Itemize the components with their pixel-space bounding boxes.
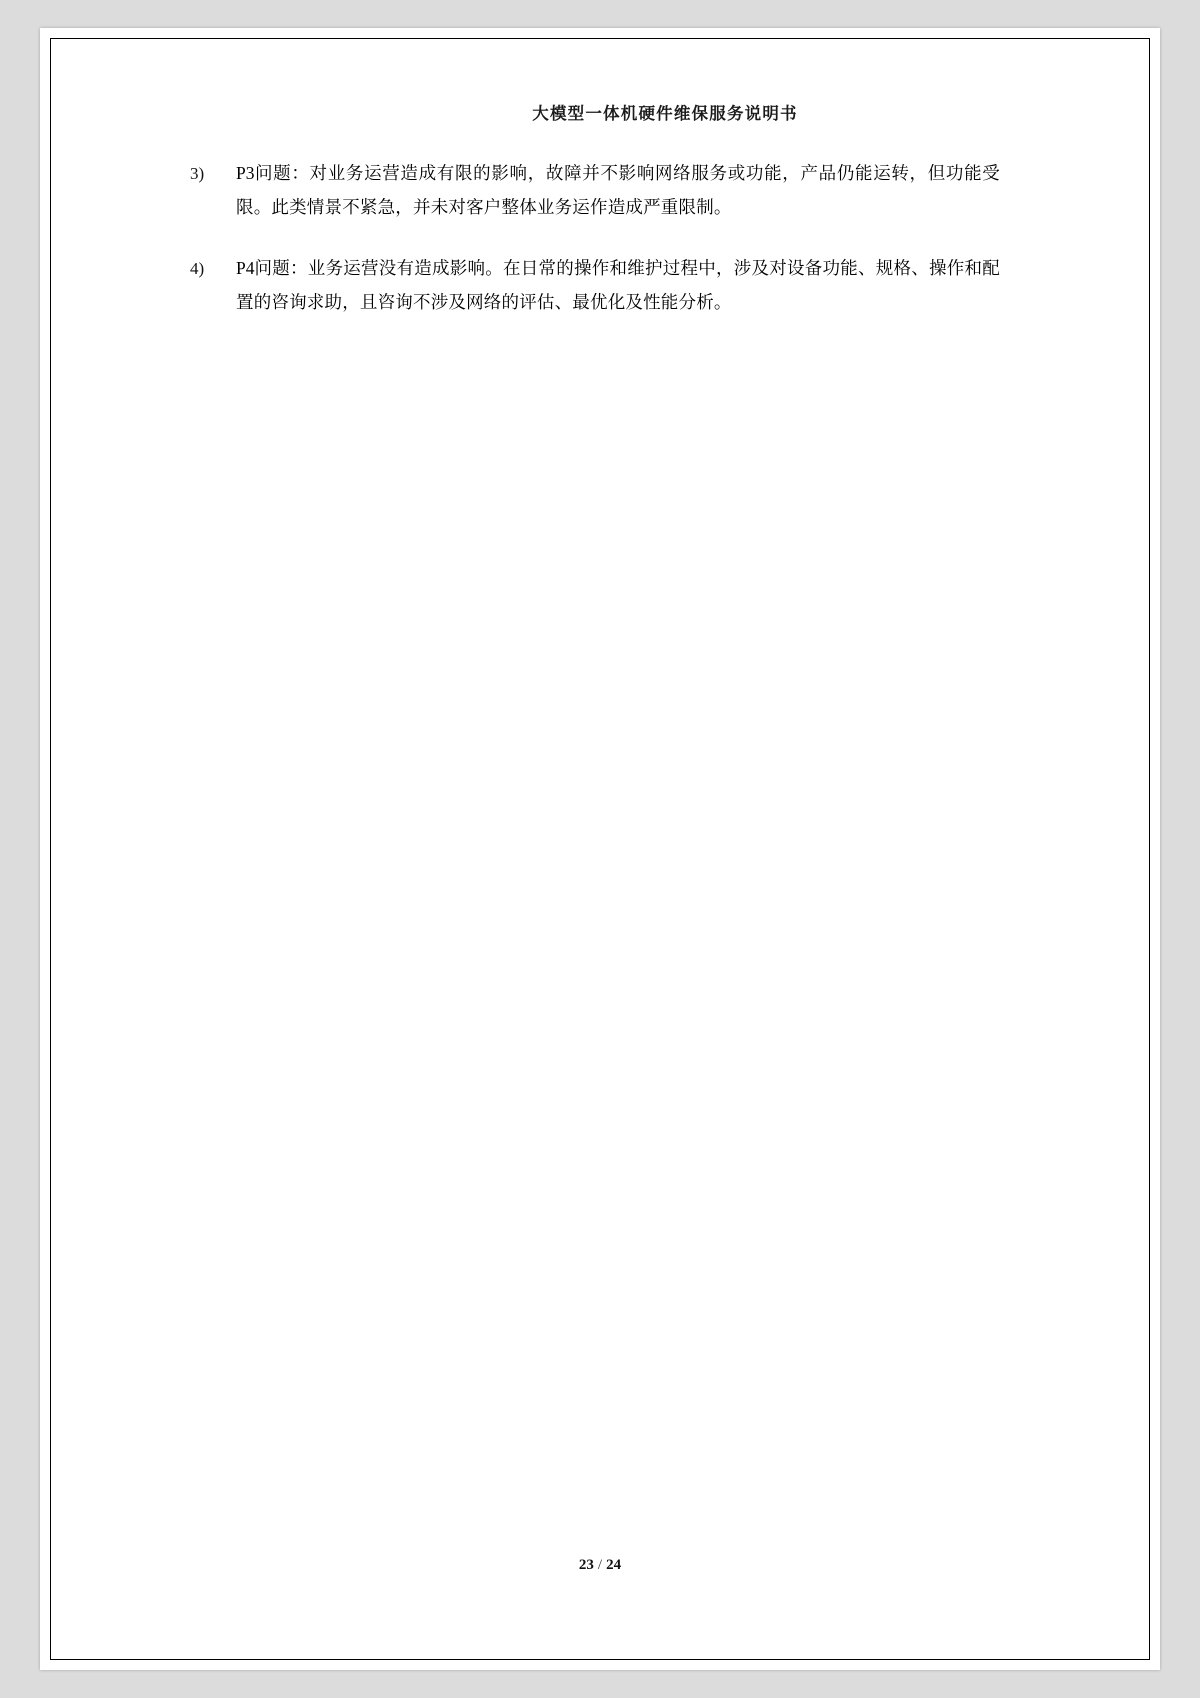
page-footer bbox=[40, 1557, 1160, 1574]
list-item-paragraph bbox=[236, 251, 1000, 320]
document-page bbox=[40, 28, 1160, 1670]
list-item bbox=[190, 156, 1000, 225]
list-item bbox=[190, 251, 1000, 320]
footer-current-page: 23 bbox=[578, 1557, 594, 1573]
list-item-paragraph bbox=[236, 156, 1000, 225]
page-body bbox=[190, 156, 1000, 347]
list-item-text: 问题：对业务运营造成有限的影响，故障并不影响网络服务或功能，产品仍能运转，但功能受限。此类情景不紧急，并未对客户整体业务运作造成严重限制。 bbox=[236, 164, 1000, 219]
header-title: 大模型一体机硬件维保服务说明书 bbox=[532, 104, 798, 123]
footer-separator: / bbox=[597, 1557, 603, 1573]
list-item-lead: P3 bbox=[236, 163, 255, 183]
list-item-marker: 4) bbox=[190, 259, 205, 279]
footer-total-pages: 24 bbox=[606, 1557, 622, 1573]
list-item-text: 问题：业务运营没有造成影响。在日常的操作和维护过程中，涉及对设备功能、规格、操作和配置的咨询求助，且咨询不涉及网络的评估、最优化及性能分析。 bbox=[236, 259, 1000, 314]
page-header bbox=[40, 100, 1160, 124]
list-item-lead: P4 bbox=[236, 258, 255, 279]
list-item-marker: 3) bbox=[190, 164, 205, 183]
